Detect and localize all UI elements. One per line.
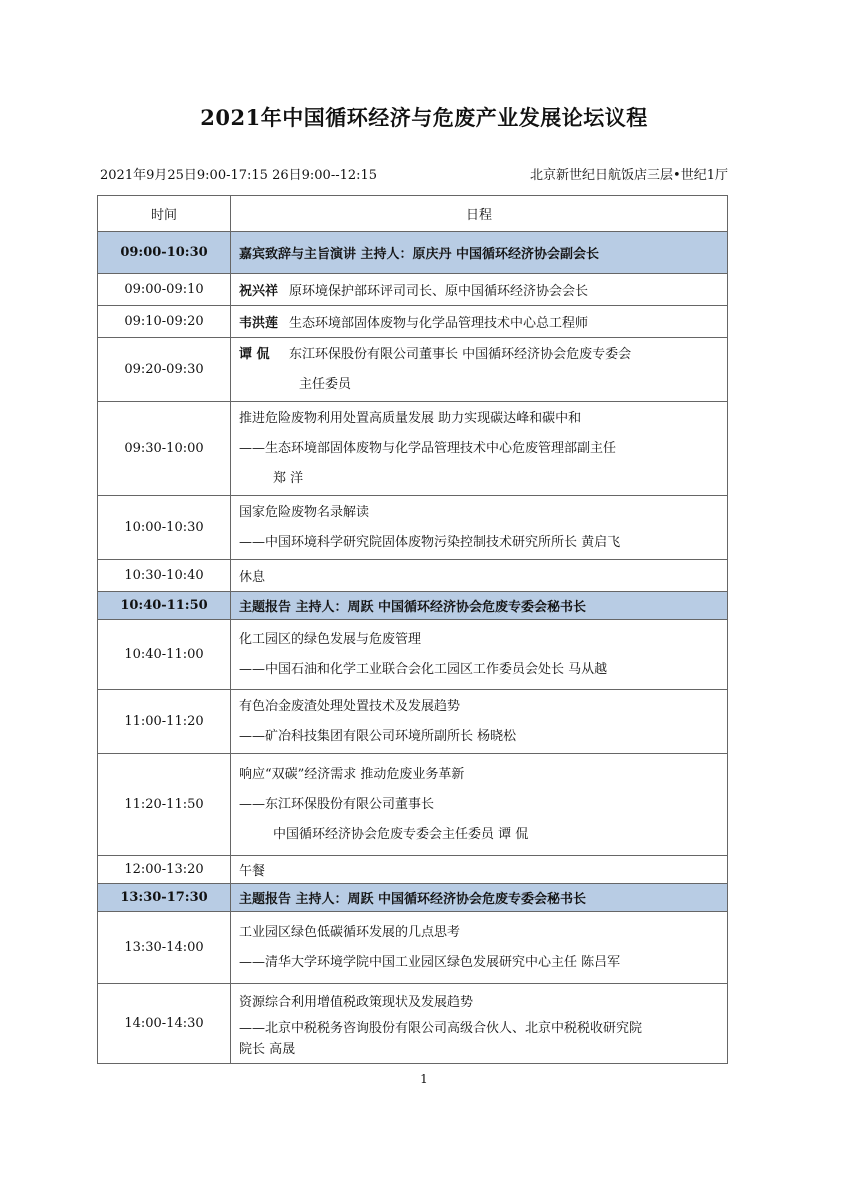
section-title: 主题报告 主持人：周跃 中国循环经济协会危废专委会秘书长 xyxy=(231,592,728,620)
speaker-name: 韦洪莲 xyxy=(239,316,279,331)
section-title: 主题报告 主持人：周跃 中国循环经济协会危废专委会秘书长 xyxy=(231,884,728,912)
section-row xyxy=(98,232,728,274)
table-row xyxy=(98,856,728,884)
row-time: 14:00-14:30 xyxy=(98,984,231,1064)
talk-speaker: ——北京中税税务咨询股份有限公司高级合伙人、北京中税税收研究院 xyxy=(239,1020,643,1036)
header-time: 时间 xyxy=(98,196,231,232)
talk-topic: 推进危险废物利用处置高质量发展 助力实现碳达峰和碳中和 xyxy=(239,410,582,426)
row-content xyxy=(231,306,728,338)
row-time: 10:40-11:00 xyxy=(98,620,231,690)
talk-speaker: ——中国石油和化学工业联合会化工园区工作委员会处长 马从越 xyxy=(239,661,608,677)
talk-speaker-cont: 院长 高晟 xyxy=(239,1041,296,1057)
row-content: 休息 xyxy=(231,560,728,592)
talk-topic: 资源综合利用增值税政策现状及发展趋势 xyxy=(239,994,474,1010)
row-time: 12:00-13:20 xyxy=(98,856,231,884)
row-content xyxy=(231,274,728,306)
talk-speaker-cont: 中国循环经济协会危废专委会主任委员 谭 侃 xyxy=(273,826,529,842)
row-time: 10:30-10:40 xyxy=(98,560,231,592)
page-title: 2021年中国循环经济与危废产业发展论坛议程 xyxy=(200,105,648,130)
row-content xyxy=(231,338,728,402)
table-row xyxy=(98,912,728,984)
talk-topic: 国家危险废物名录解读 xyxy=(239,504,370,520)
row-content xyxy=(231,984,728,1064)
talk-topic: 有色冶金废渣处理处置技术及发展趋势 xyxy=(239,698,461,714)
row-time: 13:30-17:30 xyxy=(98,884,231,912)
row-time: 11:00-11:20 xyxy=(98,690,231,754)
row-time: 10:00-10:30 xyxy=(98,496,231,560)
table-row xyxy=(98,306,728,338)
talk-speaker: ——矿冶科技集团有限公司环境所副所长 杨晓松 xyxy=(239,728,517,744)
table-row xyxy=(98,754,728,856)
row-time: 09:10-09:20 xyxy=(98,306,231,338)
row-time: 13:30-14:00 xyxy=(98,912,231,984)
talk-speaker: ——清华大学环境学院中国工业园区绿色发展研究中心主任 陈吕军 xyxy=(239,954,621,970)
row-time: 09:00-10:30 xyxy=(98,232,231,274)
table-row xyxy=(98,338,728,402)
event-venue: 北京新世纪日航饭店三层•世纪1厅 xyxy=(530,168,728,183)
speaker-role-cont: 主任委员 xyxy=(299,376,352,392)
row-time: 09:20-09:30 xyxy=(98,338,231,402)
section-row xyxy=(98,884,728,912)
speaker-name: 谭 侃 xyxy=(239,346,270,362)
section-row xyxy=(98,592,728,620)
talk-speaker: ——中国环境科学研究院固体废物污染控制技术研究所所长 黄启飞 xyxy=(239,534,621,550)
table-row xyxy=(98,560,728,592)
row-time: 09:00-09:10 xyxy=(98,274,231,306)
event-datetime: 2021年9月25日9:00-17:15 26日9:00--12:15 xyxy=(100,168,378,183)
talk-topic: 响应“双碳”经济需求 推动危废业务革新 xyxy=(239,766,465,782)
row-content xyxy=(231,402,728,496)
table-row xyxy=(98,496,728,560)
speaker-role: 生态环境部固体废物与化学品管理技术中心总工程师 xyxy=(289,316,589,331)
table-row xyxy=(98,274,728,306)
header-schedule: 日程 xyxy=(231,196,728,232)
speaker-role: 东江环保股份有限公司董事长 中国循环经济协会危废专委会 xyxy=(289,346,632,362)
page-number: 1 xyxy=(420,1072,428,1086)
row-time: 11:20-11:50 xyxy=(98,754,231,856)
talk-topic: 化工园区的绿色发展与危废管理 xyxy=(239,631,422,647)
row-content: 午餐 xyxy=(231,856,728,884)
row-time: 09:30-10:00 xyxy=(98,402,231,496)
row-content xyxy=(231,496,728,560)
row-time: 10:40-11:50 xyxy=(98,592,231,620)
speaker-name: 祝兴祥 xyxy=(239,284,279,299)
talk-topic: 工业园区绿色低碳循环发展的几点思考 xyxy=(239,924,461,940)
agenda-table xyxy=(97,195,728,1064)
talk-speaker-name: 郑 洋 xyxy=(273,470,304,486)
table-header-row xyxy=(98,196,728,232)
table-row xyxy=(98,690,728,754)
row-content xyxy=(231,620,728,690)
talk-speaker: ——东江环保股份有限公司董事长 xyxy=(239,796,435,812)
table-row xyxy=(98,984,728,1064)
row-content xyxy=(231,754,728,856)
talk-speaker: ——生态环境部固体废物与化学品管理技术中心危废管理部副主任 xyxy=(239,440,617,456)
table-row xyxy=(98,620,728,690)
table-row xyxy=(98,402,728,496)
section-title: 嘉宾致辞与主旨演讲 主持人：原庆丹 中国循环经济协会副会长 xyxy=(231,232,728,274)
row-content xyxy=(231,912,728,984)
row-content xyxy=(231,690,728,754)
speaker-role: 原环境保护部环评司司长、原中国循环经济协会会长 xyxy=(289,284,589,299)
